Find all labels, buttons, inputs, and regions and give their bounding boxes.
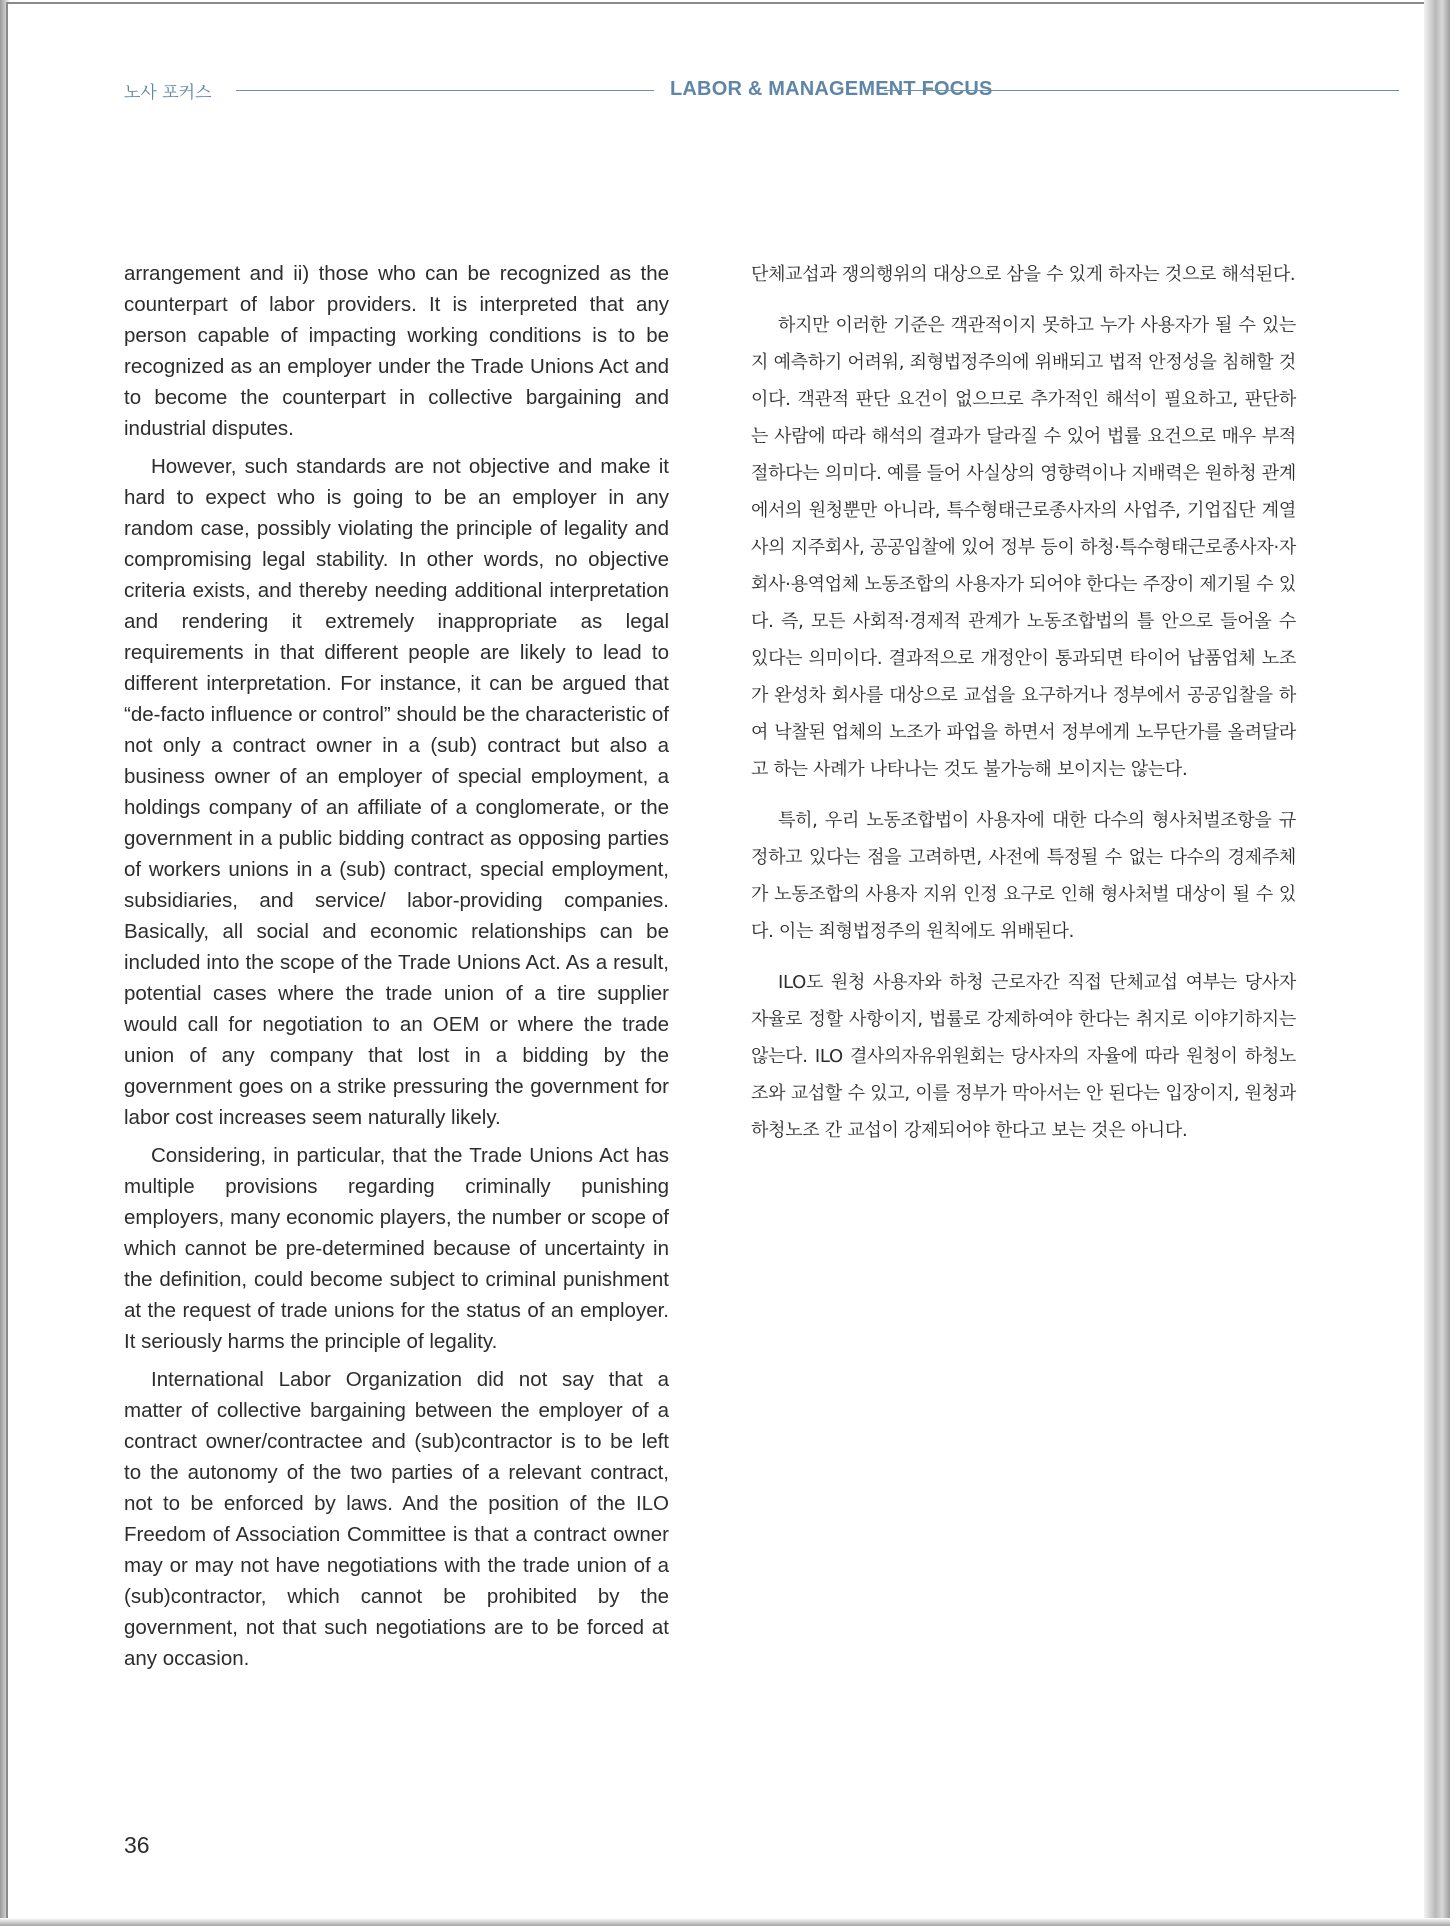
english-paragraph-1: arrangement and ii) those who can be recognized as the counterpart of labor providers. It is interpreted that any person capable of impacting working conditions is to be recognized as an employer under the Trade Unions Act and to become the counterpart in collective bargaining and industrial disputes. (124, 262, 669, 440)
page-number: 36 (124, 1832, 150, 1858)
english-text-column (124, 258, 669, 1674)
english-paragraph-3: Considering, in particular, that the Trade Unions Act has multiple provisions regarding criminally punishing employers, many economic players, the number or scope of which cannot be pre-determined because of uncertainty in the definition, could become subject to criminal punishment at the request of trade unions for the status of an employer. It seriously harms the principle of legality. (124, 1144, 669, 1353)
korean-paragraph-3: 특히, 우리 노동조합법이 사용자에 대한 다수의 형사처벌조항을 규정하고 있다는 점을 고려하면, 사전에 특정될 수 없는 다수의 경제주체가 노동조합의 사용자 지위 인정 요구로 인해 형사처벌 대상이 될 수 있다. 이는 죄형법정주의 원칙에도 위배된다. (751, 810, 1296, 942)
header-rule-right (884, 90, 1399, 91)
english-paragraph-4: International Labor Organization did not say that a matter of collective bargaining between the employer of a contract owner/contractee and (sub)contractor is to be left to the autonomy of the two parties of a relevant contract, not to be enforced by laws. And the position of the ILO Freedom of Association Committee is that a contract owner may or may not have negotiations with the trade union of a (sub)contractor, which cannot be prohibited by the government, not that such negotiations are to be forced at any occasion. (124, 1368, 669, 1670)
section-title-english: LABOR & MANAGEMENT FOCUS (670, 78, 993, 100)
korean-paragraph-4: ILO도 원청 사용자와 하청 근로자간 직접 단체교섭 여부는 당사자 자율로 정할 사항이지, 법률로 강제하여야 한다는 취지로 이야기하지는 않는다. ILO 결사의자유위원회는 당사자의 자율에 따라 원청이 하청노조와 교섭할 수 있고, 이를 정부가 막아서는 안 된다는 입장이지, 원청과 하청노조 간 교섭이 강제되어야 한다고 보는 것은 아니다. (751, 972, 1296, 1141)
korean-paragraph-2: 하지만 이러한 기준은 객관적이지 못하고 누가 사용자가 될 수 있는지 예측하기 어려워, 죄형법정주의에 위배되고 법적 안정성을 침해할 것이다. 객관적 판단 요건이 없으므로 추가적인 해석이 필요하고, 판단하는 사람에 따라 해석의 결과가 달라질 수 있어 법률 요건으로 매우 부적절하다는 의미다. 예를 들어 사실상의 영향력이나 지배력은 원하청 관계에서의 원청뿐만 아니라, 특수형태근로종사자의 사업주, 기업집단 계열사의 지주회사, 공공입찰에 있어 정부 등이 하청·특수형태근로종사자·자회사·용역업체 노동조합의 사용자가 되어야 한다는 주장이 제기될 수 있다. 즉, 모든 사회적·경제적 관계가 노동조합법의 틀 안으로 들어올 수 있다는 의미이다. 결과적으로 개정안이 통과되면 타이어 납품업체 노조가 완성차 회사를 대상으로 교섭을 요구하거나 정부에서 공공입찰을 하여 낙찰된 업체의 노조가 파업을 하면서 정부에게 노무단가를 올려달라고 하는 사례가 나타나는 것도 불가능해 보이지는 않는다. (751, 315, 1296, 780)
english-paragraph-2: However, such standards are not objective and make it hard to expect who is going to be an employer in any random case, possibly violating the principle of legality and compromising legal stability. In other words, no objective criteria exists, and thereby needing additional interpretation and rendering it extremely inappropriate as legal requirements in that different people are likely to lead to different interpretation. For instance, it can be argued that “de-facto influence or control” should be the characteristic of not only a contract owner in a (sub) contract but also a business owner of an employer of special employment, a holdings company of an affiliate of a conglomerate, or the government in a public bidding contract as opposing parties of workers unions in a (sub) contract, special employment, subsidiaries, and service/ labor-providing companies. Basically, all social and economic relationships can be included into the scope of the Trade Unions Act. As a result, potential cases where the trade union of a tire supplier would call for negotiation to an OEM or where the trade union of any company that lost in a bidding by the government goes on a strike pressuring the government for labor cost increases seem naturally likely. (124, 455, 669, 1129)
header-rule-left (236, 90, 654, 91)
running-header (124, 78, 1399, 102)
section-title-korean: 노사 포커스 (124, 83, 212, 103)
page-bottom-edge (0, 1918, 1450, 1926)
page-edge-shadow (1424, 0, 1450, 1926)
korean-paragraph-1: 단체교섭과 쟁의행위의 대상으로 삼을 수 있게 하자는 것으로 해석된다. (751, 264, 1296, 285)
korean-text-column (751, 256, 1296, 1149)
